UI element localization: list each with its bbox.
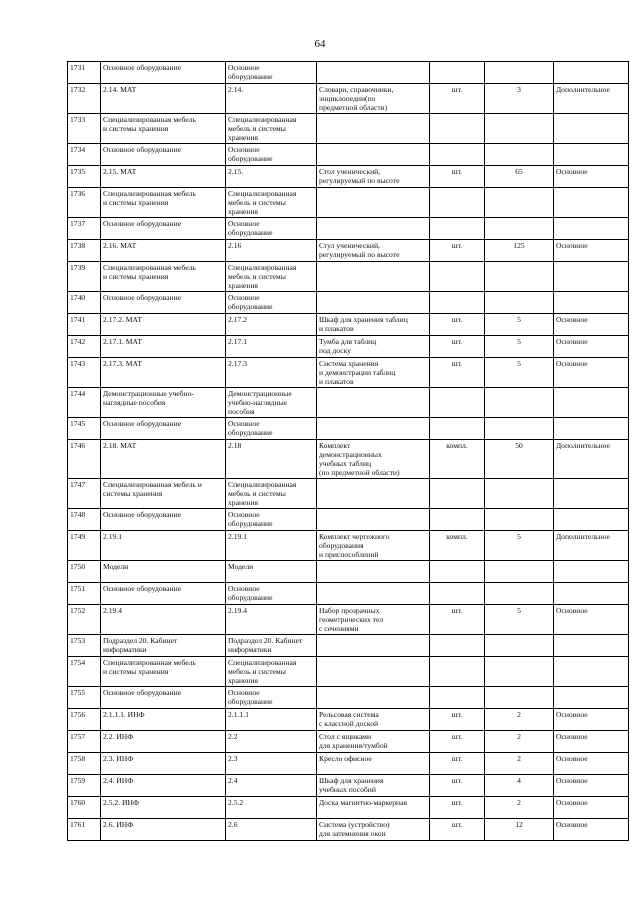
table-row (68, 292, 629, 314)
row-number-cell: 1759 (68, 775, 101, 797)
row-section-cell: Демонстрационные учебно-наглядные пособия (226, 388, 317, 418)
row-quantity-cell (485, 583, 554, 605)
row-section-cell: 2.18 (226, 440, 317, 479)
row-name-cell: 2.18. МАТ (101, 440, 226, 479)
row-type-cell (554, 418, 629, 440)
row-unit-cell: шт. (430, 731, 485, 753)
row-quantity-cell (485, 262, 554, 292)
row-unit-cell (430, 583, 485, 605)
row-type-cell: Основное (554, 240, 629, 262)
row-section-cell: 2.17.1 (226, 336, 317, 358)
row-section-cell: Основное оборудование (226, 583, 317, 605)
equipment-table-body (68, 62, 629, 841)
table-row (68, 144, 629, 166)
row-item-cell (317, 479, 430, 509)
row-item-cell: Стол ученический, регулируемый по высоте (317, 166, 430, 188)
row-quantity-cell: 50 (485, 440, 554, 479)
table-row (68, 314, 629, 336)
row-type-cell: Основное (554, 358, 629, 388)
row-section-cell: Специализированная мебель и системы хранения (226, 114, 317, 144)
row-quantity-cell (485, 188, 554, 218)
row-number-cell: 1754 (68, 657, 101, 687)
row-number-cell: 1747 (68, 479, 101, 509)
row-unit-cell (430, 188, 485, 218)
row-quantity-cell (485, 479, 554, 509)
row-number-cell: 1760 (68, 797, 101, 819)
row-quantity-cell (485, 635, 554, 657)
row-unit-cell (430, 479, 485, 509)
row-number-cell: 1761 (68, 819, 101, 841)
row-unit-cell (430, 635, 485, 657)
row-type-cell: Основное (554, 775, 629, 797)
row-quantity-cell: 3 (485, 84, 554, 114)
row-name-cell: Основное оборудование (101, 62, 226, 84)
row-quantity-cell (485, 292, 554, 314)
row-item-cell (317, 509, 430, 531)
row-section-cell: Основное оборудование (226, 62, 317, 84)
row-quantity-cell (485, 687, 554, 709)
row-item-cell (317, 144, 430, 166)
row-section-cell: 2.3 (226, 753, 317, 775)
row-item-cell (317, 114, 430, 144)
row-quantity-cell (485, 418, 554, 440)
row-item-cell (317, 418, 430, 440)
row-number-cell: 1741 (68, 314, 101, 336)
row-unit-cell (430, 218, 485, 240)
row-unit-cell (430, 62, 485, 84)
row-type-cell (554, 62, 629, 84)
row-section-cell: 2.19.1 (226, 531, 317, 561)
row-unit-cell (430, 509, 485, 531)
row-number-cell: 1749 (68, 531, 101, 561)
table-row (68, 188, 629, 218)
row-section-cell: Основное оборудование (226, 509, 317, 531)
row-name-cell: Специализированная мебель и системы хранения (101, 262, 226, 292)
table-row (68, 797, 629, 819)
row-item-cell (317, 188, 430, 218)
table-row (68, 114, 629, 144)
row-type-cell (554, 188, 629, 218)
row-number-cell: 1731 (68, 62, 101, 84)
row-name-cell: 2.17.3. МАТ (101, 358, 226, 388)
row-type-cell: Дополнительное (554, 440, 629, 479)
row-number-cell: 1752 (68, 605, 101, 635)
row-name-cell: Модели (101, 561, 226, 583)
row-name-cell: 2.6. ИНФ (101, 819, 226, 841)
row-number-cell: 1746 (68, 440, 101, 479)
row-item-cell: Кресло офисное (317, 753, 430, 775)
table-row (68, 583, 629, 605)
row-unit-cell: шт. (430, 240, 485, 262)
row-item-cell: Тумба для таблиц под доску (317, 336, 430, 358)
table-row (68, 218, 629, 240)
row-quantity-cell (485, 561, 554, 583)
table-row (68, 84, 629, 114)
row-name-cell: Основное оборудование (101, 583, 226, 605)
row-unit-cell: шт. (430, 336, 485, 358)
equipment-table (67, 61, 629, 841)
table-row (68, 479, 629, 509)
row-name-cell: Основное оборудование (101, 418, 226, 440)
row-quantity-cell: 2 (485, 731, 554, 753)
table-row (68, 509, 629, 531)
row-item-cell (317, 635, 430, 657)
table-row (68, 62, 629, 84)
row-type-cell: Основное (554, 605, 629, 635)
row-section-cell: Основное оборудование (226, 292, 317, 314)
row-name-cell: Основное оборудование (101, 687, 226, 709)
row-name-cell: 2.3. ИНФ (101, 753, 226, 775)
row-section-cell: Основное оборудование (226, 418, 317, 440)
row-unit-cell: шт. (430, 819, 485, 841)
row-item-cell: Комплект демонстрационных учебных таблиц (по предметной области) (317, 440, 430, 479)
row-section-cell: Специализированная мебель и системы хранения (226, 657, 317, 687)
row-name-cell: Демонстрационные учебно- наглядные пособия (101, 388, 226, 418)
row-number-cell: 1739 (68, 262, 101, 292)
row-quantity-cell: 2 (485, 797, 554, 819)
row-unit-cell (430, 561, 485, 583)
row-number-cell: 1744 (68, 388, 101, 418)
row-type-cell (554, 292, 629, 314)
row-name-cell: Специализированная мебель и системы хранения (101, 657, 226, 687)
row-quantity-cell: 65 (485, 166, 554, 188)
row-unit-cell: шт. (430, 605, 485, 635)
row-section-cell: Специализированная мебель и системы хранения (226, 262, 317, 292)
row-item-cell: Шкаф для хранения таблиц и плакатов (317, 314, 430, 336)
row-unit-cell: шт. (430, 166, 485, 188)
row-type-cell: Основное (554, 819, 629, 841)
table-row (68, 819, 629, 841)
row-unit-cell: шт. (430, 709, 485, 731)
row-section-cell: Основное оборудование (226, 687, 317, 709)
row-name-cell: Основное оборудование (101, 292, 226, 314)
row-type-cell: Дополнительное (554, 531, 629, 561)
row-unit-cell (430, 657, 485, 687)
table-row (68, 709, 629, 731)
row-number-cell: 1742 (68, 336, 101, 358)
row-section-cell: Специализированная мебель и системы хранения (226, 188, 317, 218)
row-unit-cell (430, 687, 485, 709)
row-name-cell: Подраздел 20. Кабинет информатики (101, 635, 226, 657)
row-name-cell: Специализированная мебель и системы хранения (101, 114, 226, 144)
row-number-cell: 1732 (68, 84, 101, 114)
row-item-cell (317, 218, 430, 240)
row-unit-cell: шт. (430, 84, 485, 114)
row-section-cell: 2.14. (226, 84, 317, 114)
row-type-cell (554, 687, 629, 709)
row-section-cell: 2.6 (226, 819, 317, 841)
row-name-cell: 2.19.4 (101, 605, 226, 635)
row-type-cell: Основное (554, 753, 629, 775)
row-unit-cell: компл. (430, 531, 485, 561)
row-quantity-cell (485, 509, 554, 531)
row-type-cell (554, 218, 629, 240)
row-type-cell: Основное (554, 336, 629, 358)
row-quantity-cell (485, 114, 554, 144)
row-section-cell: 2.2 (226, 731, 317, 753)
table-row (68, 531, 629, 561)
row-name-cell: 2.17.1. МАТ (101, 336, 226, 358)
row-quantity-cell: 5 (485, 531, 554, 561)
row-item-cell: Комплект чертежного оборудования и приспособлений (317, 531, 430, 561)
table-row (68, 561, 629, 583)
row-item-cell (317, 388, 430, 418)
row-quantity-cell (485, 218, 554, 240)
row-number-cell: 1753 (68, 635, 101, 657)
row-name-cell: 2.14. МАТ (101, 84, 226, 114)
row-name-cell: 2.16. МАТ (101, 240, 226, 262)
row-item-cell: Доска магнитно-маркерная (317, 797, 430, 819)
row-quantity-cell: 2 (485, 709, 554, 731)
row-number-cell: 1757 (68, 731, 101, 753)
row-name-cell: Основное оборудование (101, 144, 226, 166)
row-type-cell (554, 262, 629, 292)
row-name-cell: Основное оборудование (101, 509, 226, 531)
table-row (68, 388, 629, 418)
row-number-cell: 1733 (68, 114, 101, 144)
row-unit-cell (430, 114, 485, 144)
row-item-cell: Стул ученический, регулируемый по высоте (317, 240, 430, 262)
row-section-cell: Основное оборудование (226, 144, 317, 166)
row-item-cell (317, 262, 430, 292)
row-unit-cell (430, 144, 485, 166)
table-row (68, 775, 629, 797)
row-number-cell: 1743 (68, 358, 101, 388)
row-name-cell: 2.5.2. ИНФ (101, 797, 226, 819)
row-unit-cell: компл. (430, 440, 485, 479)
row-number-cell: 1734 (68, 144, 101, 166)
row-type-cell (554, 479, 629, 509)
row-number-cell: 1745 (68, 418, 101, 440)
row-quantity-cell: 4 (485, 775, 554, 797)
row-quantity-cell: 2 (485, 753, 554, 775)
row-item-cell: Стол с ящиками для хранения/тумбой (317, 731, 430, 753)
table-row (68, 336, 629, 358)
row-number-cell: 1735 (68, 166, 101, 188)
row-item-cell (317, 292, 430, 314)
table-row (68, 635, 629, 657)
row-name-cell: 2.19.1 (101, 531, 226, 561)
row-type-cell: Основное (554, 731, 629, 753)
row-number-cell: 1740 (68, 292, 101, 314)
row-type-cell (554, 114, 629, 144)
row-section-cell: Подраздел 20. Кабинет информатики (226, 635, 317, 657)
row-section-cell: 2.17.3 (226, 358, 317, 388)
row-type-cell (554, 144, 629, 166)
row-quantity-cell: 5 (485, 314, 554, 336)
row-item-cell: Система хранения и демонстрации таблиц и плакатов (317, 358, 430, 388)
row-unit-cell (430, 262, 485, 292)
row-unit-cell (430, 292, 485, 314)
row-quantity-cell (485, 144, 554, 166)
row-type-cell (554, 388, 629, 418)
row-type-cell: Дополнительное (554, 84, 629, 114)
row-number-cell: 1737 (68, 218, 101, 240)
row-name-cell: 2.17.2. МАТ (101, 314, 226, 336)
row-name-cell: 2.4. ИНФ (101, 775, 226, 797)
row-item-cell (317, 687, 430, 709)
row-item-cell (317, 657, 430, 687)
row-name-cell: Основное оборудование (101, 218, 226, 240)
table-row (68, 731, 629, 753)
row-quantity-cell: 12 (485, 819, 554, 841)
row-number-cell: 1736 (68, 188, 101, 218)
row-type-cell (554, 509, 629, 531)
row-type-cell: Основное (554, 314, 629, 336)
row-number-cell: 1751 (68, 583, 101, 605)
row-name-cell: 2.2. ИНФ (101, 731, 226, 753)
row-unit-cell: шт. (430, 797, 485, 819)
row-number-cell: 1758 (68, 753, 101, 775)
table-row (68, 240, 629, 262)
row-type-cell (554, 583, 629, 605)
row-quantity-cell: 5 (485, 336, 554, 358)
row-item-cell: Словари, справочники, энциклопедии(по предметной области) (317, 84, 430, 114)
row-item-cell: Рельсовая система с классной доской (317, 709, 430, 731)
row-number-cell: 1755 (68, 687, 101, 709)
row-type-cell: Основное (554, 709, 629, 731)
row-type-cell: Основное (554, 797, 629, 819)
row-section-cell: Специализированная мебель и системы хранения (226, 479, 317, 509)
row-quantity-cell: 5 (485, 358, 554, 388)
row-type-cell (554, 561, 629, 583)
table-row (68, 418, 629, 440)
row-quantity-cell (485, 62, 554, 84)
row-type-cell (554, 635, 629, 657)
row-section-cell: Модели (226, 561, 317, 583)
table-row (68, 687, 629, 709)
row-number-cell: 1748 (68, 509, 101, 531)
row-unit-cell: шт. (430, 775, 485, 797)
table-row (68, 657, 629, 687)
row-quantity-cell: 125 (485, 240, 554, 262)
row-section-cell: 2.19.4 (226, 605, 317, 635)
row-section-cell: 2.5.2 (226, 797, 317, 819)
row-item-cell: Шкаф для хранения учебных пособий (317, 775, 430, 797)
row-item-cell (317, 561, 430, 583)
row-section-cell: 2.1.1.1 (226, 709, 317, 731)
row-name-cell: Специализированная мебель и системы хранения (101, 479, 226, 509)
row-number-cell: 1738 (68, 240, 101, 262)
table-row (68, 753, 629, 775)
table-row (68, 605, 629, 635)
row-unit-cell: шт. (430, 358, 485, 388)
table-row (68, 440, 629, 479)
row-item-cell (317, 583, 430, 605)
row-name-cell: 2.1.1.1. ИНФ (101, 709, 226, 731)
row-number-cell: 1750 (68, 561, 101, 583)
page-number: 64 (314, 38, 326, 50)
row-quantity-cell (485, 388, 554, 418)
row-name-cell: Специализированная мебель и системы хранения (101, 188, 226, 218)
row-type-cell (554, 657, 629, 687)
row-section-cell: Основное оборудование (226, 218, 317, 240)
row-section-cell: 2.15. (226, 166, 317, 188)
row-unit-cell: шт. (430, 753, 485, 775)
row-section-cell: 2.17.2 (226, 314, 317, 336)
table-row (68, 358, 629, 388)
row-item-cell: Система (устройство) для затемнения окон (317, 819, 430, 841)
row-type-cell: Основное (554, 166, 629, 188)
row-item-cell (317, 62, 430, 84)
row-quantity-cell: 5 (485, 605, 554, 635)
row-quantity-cell (485, 657, 554, 687)
row-unit-cell: шт. (430, 314, 485, 336)
table-row (68, 166, 629, 188)
row-name-cell: 2.15. МАТ (101, 166, 226, 188)
row-unit-cell (430, 388, 485, 418)
row-unit-cell (430, 418, 485, 440)
table-row (68, 262, 629, 292)
row-section-cell: 2.4 (226, 775, 317, 797)
row-number-cell: 1756 (68, 709, 101, 731)
row-section-cell: 2.16 (226, 240, 317, 262)
row-item-cell: Набор прозрачных геометрических тел с сечениями (317, 605, 430, 635)
